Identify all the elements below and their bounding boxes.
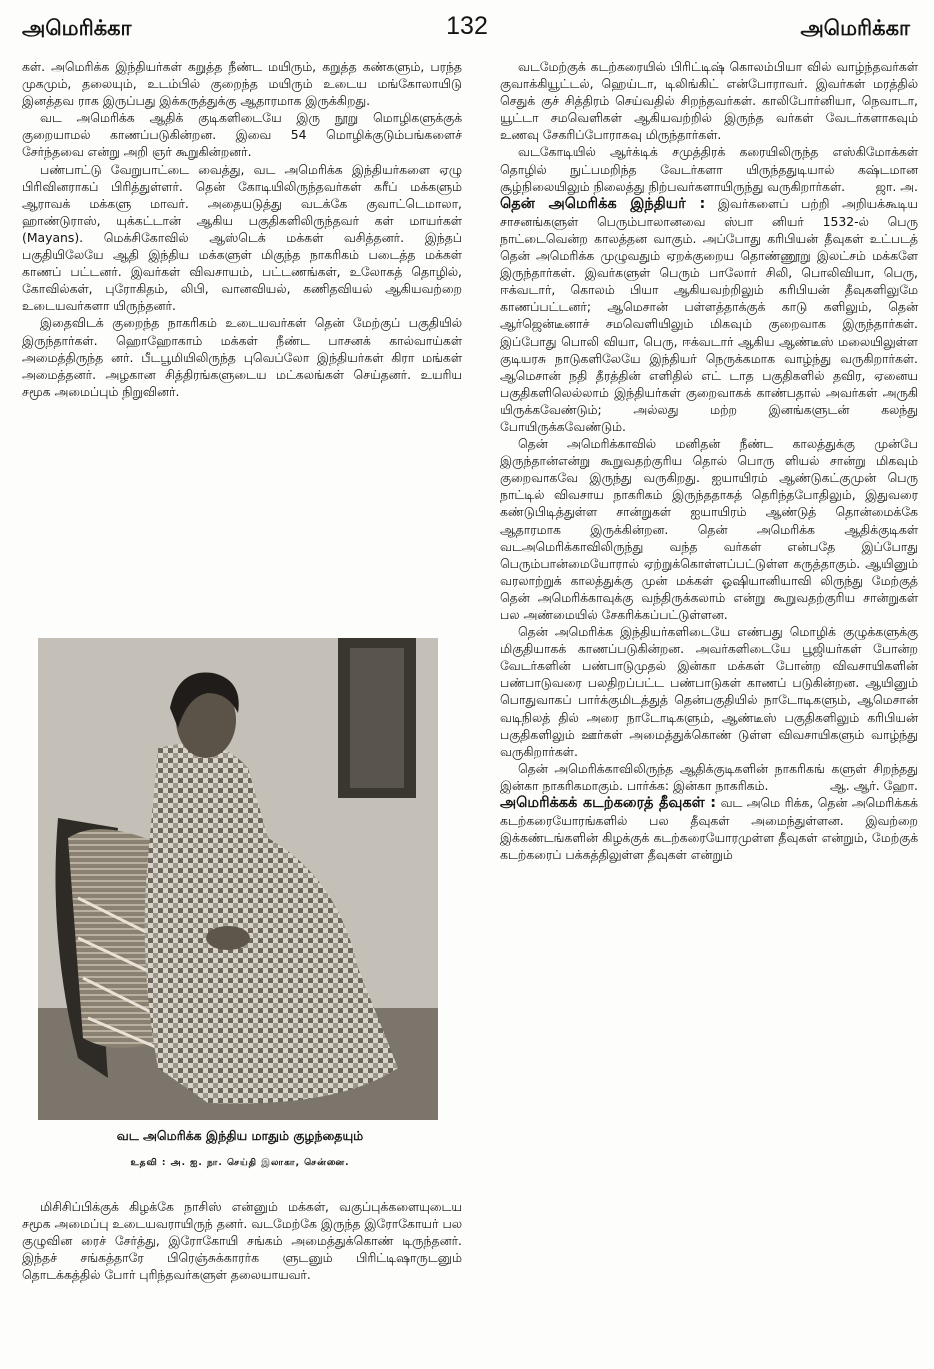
paragraph: இதைவிடக் குறைந்த நாகரிகம் உடையவர்கள் தென் மேற்குப் பகுதியில் இருந்தார்கள். ஹொஹோகாம் மக்கள் நீண்ட பாசனக் கால்வாய்கள் அமைத்திருந்த னர். பீடபூமியிலிருந்த புவெப்லோ இந்தியர்கள் கிரா மங்கள் அமைத்தனர். அழகான சித்திரங்களுடைய மட்கலங்கள் செய்தனர். உயரிய சமூக அமைப்பும் நிறுவினர். — [22, 315, 462, 399]
paragraph-text: இவர்களைப் பற்றி அறியக்கூடிய சாசனங்களுள் பெரும்பாலானவை ஸ்பா னியர் 1532-ல் பெரு நாட்டைவென்ற காலத்தன வாகும். அப்போது கரிபியன் தீவுகள் உட்படத் தென் அமெரிக்க முழுவதும் ஏறக்குறைய தொண்ணூறு இலட்சம் மக்களே இருந்தார்கள். இவர்களுள் பெரும் பாலோர் சிலி, பொலிவியா, பெரு, ஈக்வடார், கொலம் பியா ஆகியவற்றிலும் கரிபியன் தீவுகளிலுமே காணப்பட்டனர்; ஆமெசான் பள்ளத்தாக்குக் காடு களிலும், தென் ஆர்ஜென்டீனாச் சமவெளியிலும் மிகவும் குறைவாக இருந்தார்கள். இப்போது பொலி வியா, பெரு, ஈக்வடார் ஆகிய ஆண்டீஸ் மலையிலுள்ள குடியரசு நாடுகளிலேயே இந்தியர் நெருக்கமாக வாழ்ந்து வருகிறார்கள். ஆமெசான் நதி தீரத்தின் எளிதில் எட் டாத பகுதிகளில் தவிர, ஏனைய பகுதிகளிலெல்லாம் இந்தியர்கள் குறைவாகக் காண்பதால் அவர்கள் அருகி யிருக்கவேண்டும்; அல்லது மற்ற இனங்களுடன் கலந்து போயிருக்கவேண்டும். — [500, 195, 918, 434]
running-title-right: அமெரிக்கா — [800, 16, 910, 40]
paragraph-text: வட அமெ ரிக்க, தென் அமெரிக்கக் கடற்கரையோரங்களில் பல தீவுகள் அமைந்துள்ளன. இவற்றை இக்கண்டங்களின் கிழக்குக் கடற்கரையோரமுள்ள தீவுகள் என்றும், மேற்குக் கடற்கரைப் பக்கத்திலுள்ள தீவுகள் என்றும் — [500, 795, 918, 863]
paragraph: கள். அமெரிக்க இந்தியர்கள் கறுத்த நீண்ட மயிரும், கறுத்த கண்களும், பரந்த முகமும், தலையும், உடம்பில் குறைந்த மயிரும் உடைய மங்கோலாயிடு இனத்தவ ராக இருப்பது இக்கருத்துக்கு ஆதாரமாக இருக்கிறது. — [22, 59, 462, 109]
author-initials: ஜா. அ. — [875, 178, 918, 194]
paragraph: பண்பாட்டு வேறுபாட்டை வைத்து, வட அமெரிக்க இந்தியர்களை ஏழு பிரிவினராகப் பிரித்துள்ளர். தென் கோடியிலிருந்தவர்கள் கரீப் மக்களும் ஆராவக் மக்களு மாவர். அதையடுத்து வடக்கே குவாட்டெமாலா, ஹாண்டுராஸ், யுக்கட்டான் ஆகிய பகுதிகளிலிருந்தவர் கள் மாயர்கள் (Mayans). மெக்சிகோவில் ஆஸ்டெக் மக்கள் வசித்தனர். இந்தப் பகுதியிலேயே ஆதி இந்திய மக்களுள் மிகுந்த நாகரிகம் படைத்த மக்கள் காணப் பட்டனர். இவர்கள் விவசாயம், பட்டணங்கள், உலோகத் தொழில், கோவில்கள், புரோகிதம், லிபி, வானவியல், கணிதவியல் ஆகியவற்றை உடையவர்களா யிருந்தனர். — [22, 161, 462, 314]
page-header — [0, 10, 934, 50]
paragraph — [500, 794, 918, 863]
running-title-left: அமெரிக்கா — [22, 16, 132, 40]
paragraph — [500, 195, 918, 435]
paragraph: தென் அமெரிக்காவில் மனிதன் நீண்ட காலத்துக்கு முன்பே இருந்தான்என்று கூறுவதற்குரிய தொல் பொரு ளியல் சான்று மிகவும் குறைவாகவே இருந்து வருகிறது. ஐயாயிரம் ஆண்டுகட்குமுன் பெரு நாட்டில் விவசாய நாகரிகம் இருந்ததாகத் தெரிந்தபோதிலும், இதுவரை கண்டுபிடித்துள்ள சான்றுகள் ஐயாயிரம் ஆண்டுத் தொன்மைக்கே ஆதாரமாக இருக்கின்றன. தென் அமெரிக்க ஆதிக்குடிகள் வடஅமெரிக்காவிலிருந்து வந்த வர்கள் என்பதே இப்போது பெரும்பான்மையோரால் ஏற்றுக்கொள்ளப்பட்டுள்ள கருத்தாகும். ஆயினும் வரலாற்றுக் காலத்துக்கு முன் மக்கள் ஓஷியானியாவி லிருந்து மேற்குத் தென் அமெரிக்காவுக்கு வந்திருக்கலாம் என்று கூறுவதற்குரிய சான்றுகள் பல அண்மையில் சேகரிக்கப்பட்டுள்ளன. — [500, 436, 918, 622]
left-column-bottom — [22, 1198, 462, 1283]
paragraph-text: வடகோடியில் ஆர்க்டிக் சமுத்திரக் கரையிலிருந்த எஸ்கிமோக்கள் தொழில் நுட்பமறிந்த வேடர்களா யிருந்ததுடியால் கஷ்டமான சூழ்நிலையிலும் நிலைத்து நிற்பவர்களாயிருந்து வருகிறார்கள். — [500, 144, 918, 194]
author-initials: ஆ. ஆர். ஹோ. — [830, 777, 918, 793]
figure-credit: உதவி : அ. ஐ. நா. செய்தி இலாகா, சென்னை. — [130, 1158, 350, 1168]
photo-illustration — [38, 638, 438, 1120]
paragraph: மிசிசிப்பிக்குக் கிழக்கே நாசிஸ் என்னும் மக்கள், வகுப்புக்களையுடைய சமூக அமைப்பு உடையவராயிருந் தனர். வடமேற்கே இருந்த இரோகோயர் பல குழுவின ரைச் சேர்த்து, இரோகோயி சங்கம் அமைத்துக்கொண் டிருந்தனர். இந்தச் சங்கத்தாரே பிரெஞ்சுக்காரர்க ளுடனும் பிரிட்டிஷாருடனும் தொடக்கத்தில் போர் புரிந்தவர்களுள் தலையாயவர். — [22, 1199, 462, 1283]
left-column — [22, 58, 462, 400]
right-column — [500, 58, 918, 863]
paragraph: தென் அமெரிக்க இந்தியர்களிடையே எண்பது மொழிக் குழுக்களுக்கு மிகுதியாகக் காணப்படுகின்றன. அவர்களிடையே பூஜியர்கள் போன்ற வேடர்களின் பண்பாடுமுதல் இன்கா மக்கள் போன்ற விவசாயிகளின் பண்பாடுவரை பலதிறப்பட்ட பண்பாடுகள் காணப் படுகின்றன. ஆயினும் பொதுவாகப் பார்க்குமிடத்துத் தென்பகுதியில் நாடோடிகளும், ஆமெசான் வடிநிலத் தில் அரை நாடோடிகளும், ஆண்டீஸ் பகுதிகளிலும் கரிபியன் பகுதிகளிலும் ஊர்கள் அமைத்துக்கொண் டுள்ள விவசாயிகளும் வாழ்ந்து வருகிறார்கள். — [500, 624, 918, 759]
paragraph-text: தென் அமெரிக்காவிலிருந்த ஆதிக்குடிகளின் நாகரிகங் களுள் சிறந்தது இன்கா நாகரிகமாகும். பார்க்க: இன்கா நாகரிகம். — [500, 760, 918, 793]
figure-caption: வட அமெரிக்க இந்திய மாதும் குழந்தையும் — [116, 1128, 364, 1143]
section-heading: தென் அமெரிக்க இந்தியர் : — [500, 195, 706, 212]
woman-with-cradleboard-photo — [38, 638, 438, 1120]
page-number: 132 — [446, 12, 488, 40]
paragraph: வடமேற்குக் கடற்கரையில் பிரிட்டிஷ் கொலம்பியா வில் வாழ்ந்தவர்கள் குவாக்கியூட்டல், ஹெய்டா, டிலிங்கிட் என்போராவர். இவர்கள் மரத்தில் செதுக் குச் சித்திரம் செய்வதில் சிறந்தவர்கள். காலிபோர்னியா, நெவாடா, யூட்டா சமவெளிகள் ஆகியவற்றில் இருந்த வர்கள் வேடர்களாகவும் உணவு சேகரிப்போராகவு மிருந்தார்கள். — [500, 59, 918, 143]
section-heading: அமெரிக்கக் கடற்கரைத் தீவுகள் : — [500, 795, 717, 812]
hands — [206, 926, 250, 950]
paragraph: வட அமெரிக்க ஆதிக் குடிகளிடையே இரு நூறு மொழிகளுக்குக் குறையாமல் காணப்படுகின்றன. இவை 54 மொழிக்குடும்பங்களைச் சேர்ந்தவை என்று அறி ஞர் கூறுகின்றனர். — [22, 110, 462, 160]
paragraph — [500, 143, 918, 194]
paragraph — [500, 760, 918, 794]
